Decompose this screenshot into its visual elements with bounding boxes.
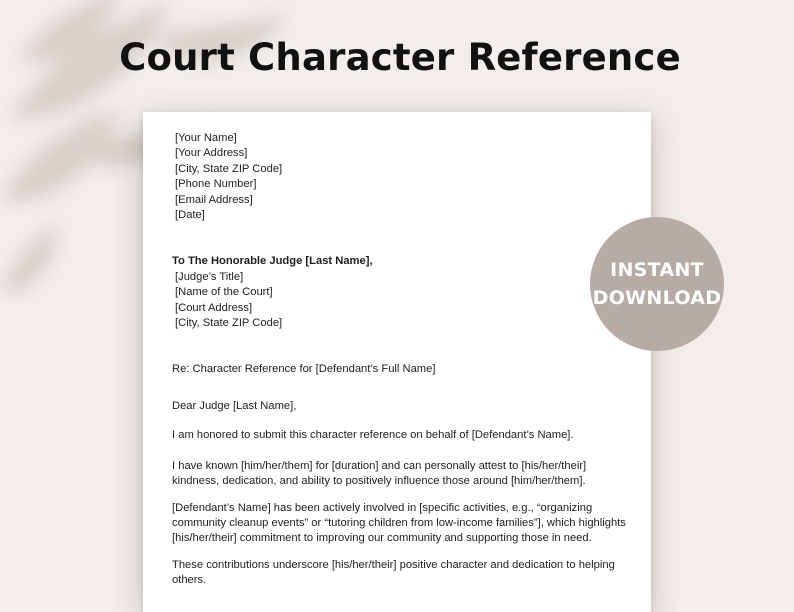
sender-email: [Email Address] xyxy=(175,193,253,206)
sender-name: [Your Name] xyxy=(175,132,237,144)
paragraph-3: [Defendant’s Name] has been actively involved in [specific activities, e.g., “organizing community cleanup events” or “tutoring children from low-income families”], which highlights [his/her/their] commitment to improving our community and supporting those in need. xyxy=(172,501,626,545)
sender-city: [City, State ZIP Code] xyxy=(175,162,283,175)
court-address: [Court Address] xyxy=(175,301,253,314)
letter-body xyxy=(172,131,634,589)
instant-download-badge xyxy=(590,217,724,351)
recipient-block xyxy=(172,254,634,331)
paragraph-1: I am honored to submit this character reference on behalf of [Defendant’s Name]. xyxy=(172,429,574,442)
badge-line-1: INSTANT xyxy=(610,259,704,281)
recipient-heading: To The Honorable Judge [Last Name], xyxy=(172,255,373,268)
sender-block xyxy=(172,131,634,223)
letter-document xyxy=(143,112,651,612)
judge-title: [Judge’s Title] xyxy=(175,270,244,283)
court-name: [Name of the Court] xyxy=(175,286,273,299)
greeting: Dear Judge [Last Name], xyxy=(172,399,297,412)
sender-date: [Date] xyxy=(175,209,205,222)
badge-line-2: DOWNLOAD xyxy=(592,287,722,309)
paragraph-2: I have known [him/her/them] for [duration] and can personally attest to [his/her/their] kindness, dedication, and ability to positively influence those around [him/her/them]. xyxy=(172,459,587,488)
sender-phone: [Phone Number] xyxy=(175,178,257,191)
paragraph-4: These contributions underscore [his/her/their] positive character and dedication to helping others. xyxy=(172,558,615,587)
page-title: Court Character Reference xyxy=(119,36,681,79)
court-city: [City, State ZIP Code] xyxy=(175,317,283,330)
re-line: Re: Character Reference for [Defendant’s Full Name] xyxy=(172,363,436,376)
sender-address: [Your Address] xyxy=(175,147,248,160)
